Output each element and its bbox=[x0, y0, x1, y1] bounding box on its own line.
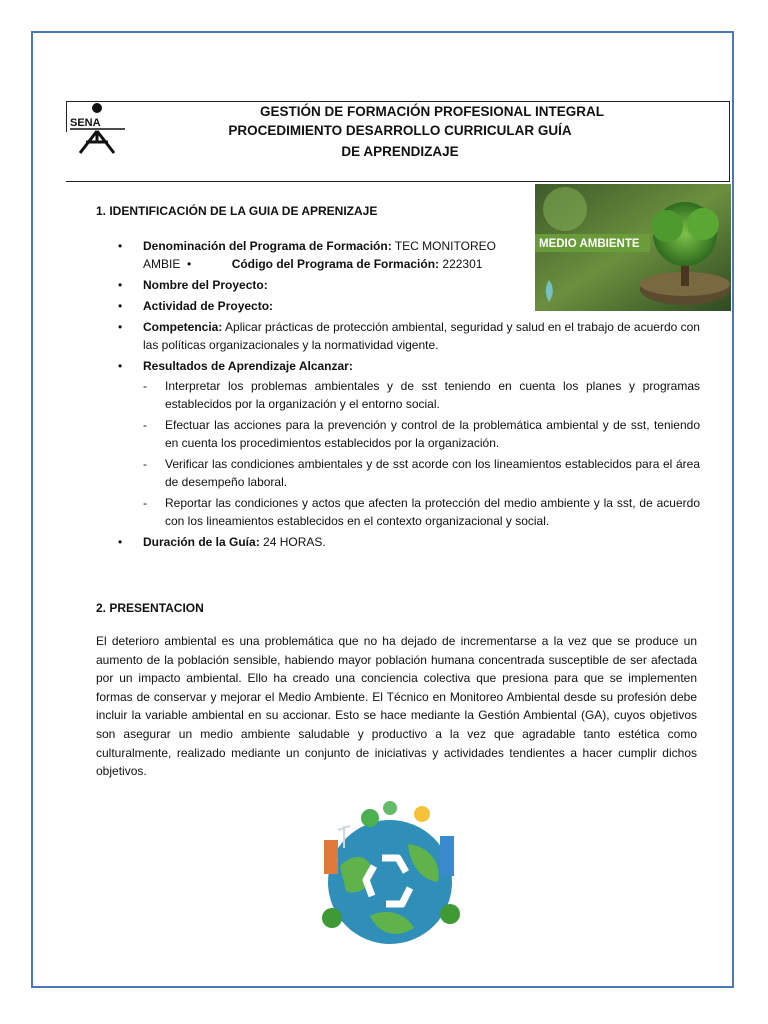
resultado-item: - Interpretar los problemas ambientales y de sst teniendo en cuenta los planes y programas establecidos por la organización y el entorno social. bbox=[143, 379, 700, 411]
bullet-dot: • bbox=[118, 359, 123, 373]
list-item-denominacion bbox=[118, 237, 513, 273]
list-item-resultados bbox=[118, 357, 700, 530]
duracion-value: 24 HORAS. bbox=[263, 535, 326, 549]
bullet-dot: • bbox=[118, 239, 123, 253]
identification-list bbox=[118, 237, 700, 554]
resultado-text: Efectuar las acciones para la prevención y control de la problemática ambiental y de sst, teniendo en cuenta los procedimientos establecidos por la organización. bbox=[165, 418, 700, 450]
header-title-line2: PROCEDIMIENTO DESARROLLO CURRICULAR GUÍA bbox=[228, 123, 572, 138]
header-title-line1: GESTIÓN DE FORMACIÓN PROFESIONAL INTEGRAL bbox=[259, 104, 604, 119]
resultado-item: - Verificar las condiciones ambientales y de sst acorde con los lineamientos establecidos para el área de desempeño laboral. bbox=[143, 457, 700, 489]
actividad-label: Actividad de Proyecto: bbox=[143, 299, 274, 313]
list-item-actividad bbox=[118, 297, 700, 315]
codigo-value: 222301 bbox=[442, 257, 483, 271]
duracion-label: Duración de la Guía: bbox=[143, 535, 260, 549]
resultado-text: Reportar las condiciones y actos que afecten la protección del medio ambiente y la sst, de acuerdo con los lineamientos establecidos en el contexto organizacional y social. bbox=[165, 496, 700, 528]
presentacion-paragraph: El deterioro ambiental es una problemática que no ha dejado de incrementarse a la vez que se produce un aumento de la población sensible, habiendo mayor población humana concentrada susceptible de ser afectada por un impacto ambiental. Ello ha creado una conciencia colectiva que presiona para que se implementen formas de conservar y mejorar el Medio Ambiente. El Técnico en Monitoreo Ambiental desde su profesión debe incluir la variable ambiental en su accionar. Esto se hace mediante la Gestión Ambiental (GA), cuyos objetivos son asegurar un medio ambiente saludable y productivo a la vez que agradable tanto estética como culturalmente, realizado mediante un conjunto de iniciativas y actividades tendientes a hacer cumplir dichos objetivos. bbox=[96, 634, 697, 779]
bullet-dot: • bbox=[183, 257, 192, 271]
section2-title: 2. PRESENTACION bbox=[96, 601, 204, 615]
list-item-competencia bbox=[118, 318, 700, 354]
codigo-label: Código del Programa de Formación: bbox=[231, 257, 440, 271]
header-title-line3: DE APRENDIZAJE bbox=[341, 144, 459, 159]
bullet-dot: • bbox=[118, 535, 123, 549]
bullet-dot: • bbox=[118, 278, 123, 292]
eco-globe-illustration bbox=[310, 796, 470, 956]
nombre-label: Nombre del Proyecto: bbox=[143, 278, 268, 292]
competencia-label: Competencia: bbox=[143, 320, 223, 334]
denominacion-value: TEC MONITOREO AMBIE bbox=[143, 239, 496, 271]
resultado-text: Verificar las condiciones ambientales y de sst acorde con los lineamientos establecidos para el área de desempeño laboral. bbox=[165, 457, 700, 489]
resultado-item: - Reportar las condiciones y actos que afecten la protección del medio ambiente y la sst, de acuerdo con los lineamientos establecidos en el contexto organizacional y social. bbox=[143, 496, 700, 528]
resultado-item: - Efectuar las acciones para la prevención y control de la problemática ambiental y de sst, teniendo en cuenta los procedimientos establecidos por la organización. bbox=[143, 418, 700, 450]
resultado-text: Interpretar los problemas ambientales y de sst teniendo en cuenta los planes y programas establecidos por la organización y el entorno social. bbox=[165, 379, 700, 411]
photo-caption: MEDIO AMBIENTE bbox=[539, 238, 640, 250]
bullet-dot: • bbox=[118, 299, 123, 313]
sena-logo-text: SENA bbox=[70, 117, 101, 129]
bullet-dot: • bbox=[118, 320, 123, 334]
denominacion-label: Denominación del Programa de Formación: bbox=[143, 239, 392, 253]
resultados-list bbox=[143, 377, 700, 530]
list-item-duracion bbox=[118, 533, 700, 551]
list-item-nombre bbox=[118, 276, 700, 294]
section1-title: 1. IDENTIFICACIÓN DE LA GUIA DE APRENIZAJE bbox=[96, 204, 378, 218]
resultados-label: Resultados de Aprendizaje Alcanzar: bbox=[143, 359, 353, 373]
competencia-value: Aplicar prácticas de protección ambiental, seguridad y salud en el trabajo de acuerdo con las políticas organizacionales y la normatividad vigente. bbox=[143, 320, 700, 352]
